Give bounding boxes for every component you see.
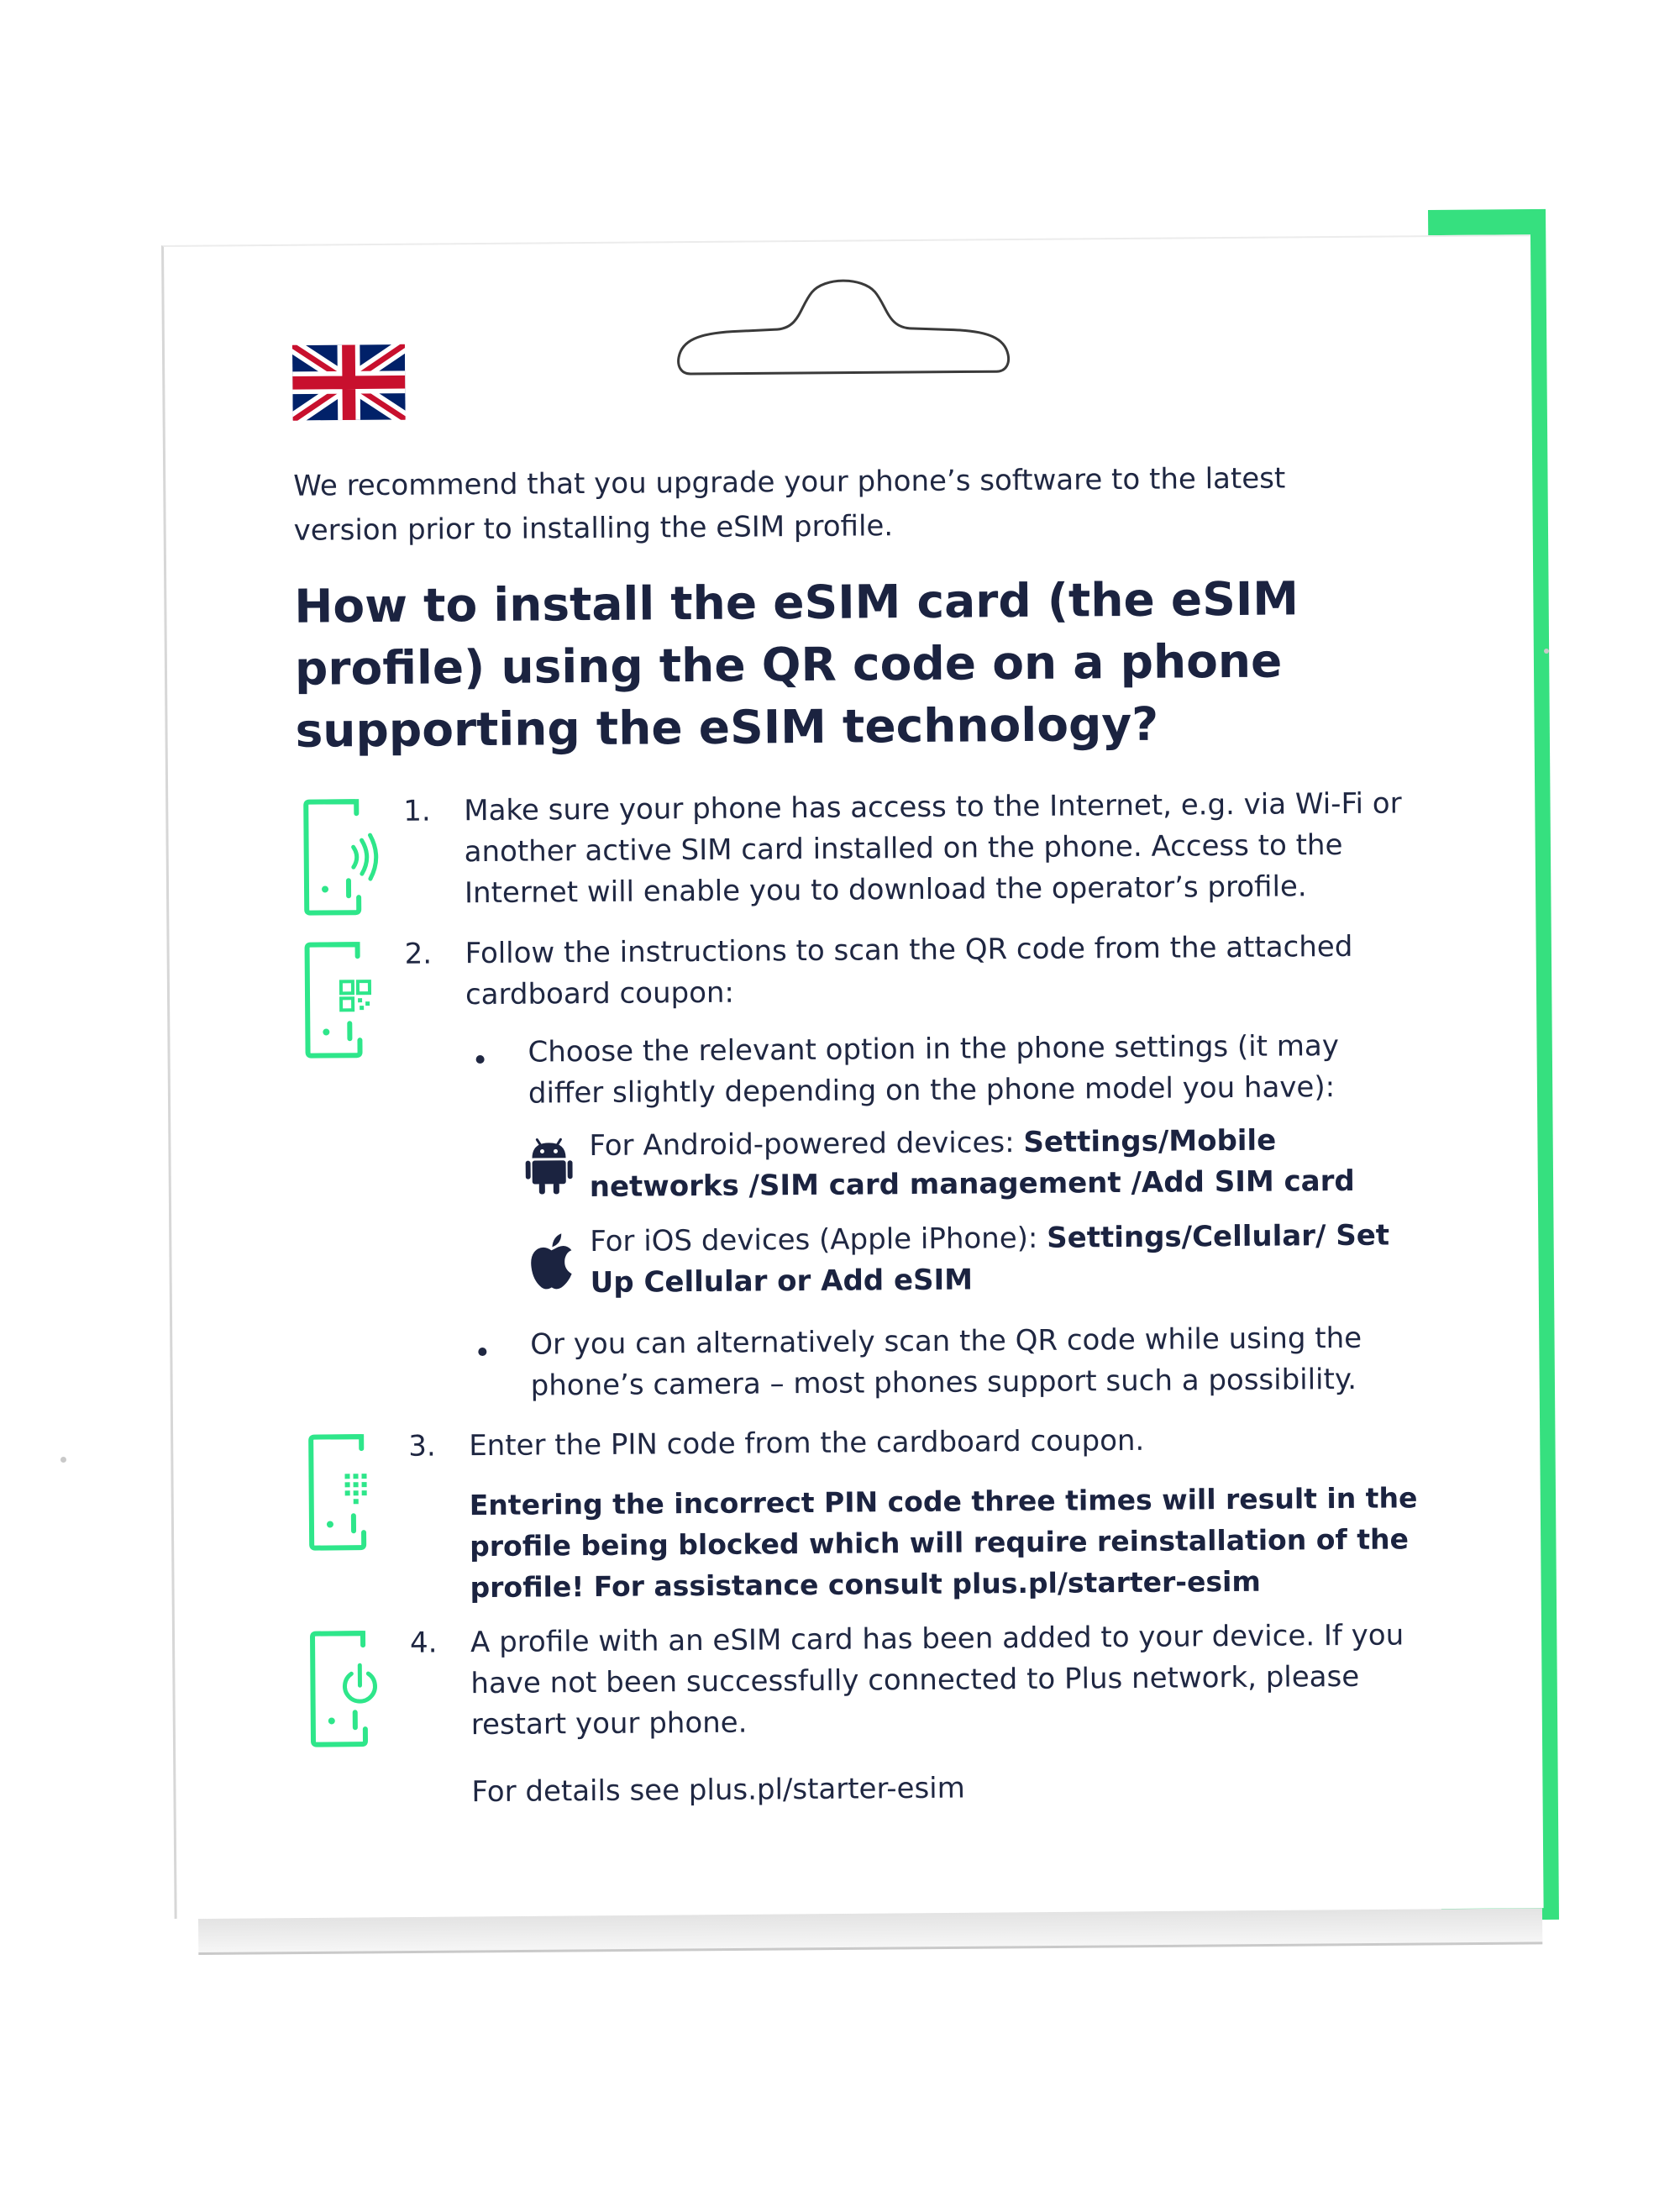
dust-speck [60,1457,66,1463]
step-text: Enter the PIN code from the cardboard coupon. [469,1423,1145,1463]
android-settings-path: Settings/Mobile networks /SIM card management /Add SIM card [589,1123,1355,1205]
instruction-card [161,234,1544,1919]
hanger-slot-icon [673,272,1013,376]
pin-warning: Entering the incorrect PIN code three times will result in the profile being blocked which will require reinstallation of the profile! For assistance consult plus.pl/starter-esim [469,1481,1418,1605]
step-number: 3. [408,1429,436,1463]
intro-text: We recommend that you upgrade your phone’s software to the latest version prior to installing the eSIM profile. [293,461,1286,548]
android-prefix: For Android-powered devices: [589,1126,1015,1164]
android-icon [525,1136,573,1195]
phone-wifi-icon [301,798,381,917]
ios-prefix: For iOS devices (Apple iPhone): [590,1221,1038,1259]
step-4 [410,1615,1503,1758]
step-number: 4. [409,1626,438,1660]
bullet-dot [478,1348,486,1356]
step-text: Follow the instructions to scan the QR code from the attached cardboard coupon: [465,929,1353,1012]
step-3 [408,1418,1500,1477]
ios-instructions [590,1215,1397,1304]
step-2 [404,926,1497,1018]
phone-keypad-icon [306,1433,386,1552]
phone-power-icon [307,1630,387,1748]
page-title: How to install the eSIM card (the eSIM profile) using the QR code on a phone supporting the eSIM technology? [294,571,1299,758]
step-number: 1. [403,794,431,828]
dust-speck [1544,649,1549,654]
details-link-text: For details see plus.pl/starter-esim [471,1771,965,1810]
bullet-dot [476,1055,485,1064]
step-number: 2. [404,937,433,971]
ios-settings-path: Settings/Cellular/ Set Up Cellular or Add eSIM [590,1218,1390,1300]
bullet-camera-option: Or you can alternatively scan the QR code while using the phone’s camera – most phones support such a possibility. [530,1321,1362,1403]
uk-flag-icon [292,344,406,421]
step-text: A profile with an eSIM card has been added to your device. If you have not been successfully connected to Plus network, please restart your phone. [470,1618,1404,1742]
apple-icon [528,1232,575,1290]
android-instructions [589,1119,1396,1208]
step-text: Make sure your phone has access to the Internet, e.g. via Wi-Fi or another active SIM card installed on the phone. Access to the Internet will enable you to download the operator’s profile. [464,786,1402,911]
phone-qr-icon [302,941,382,1059]
step-1 [403,783,1496,926]
bullet-settings-option: Choose the relevant option in the phone settings (it may differ slightly depending on the phone model you have): [528,1029,1340,1111]
